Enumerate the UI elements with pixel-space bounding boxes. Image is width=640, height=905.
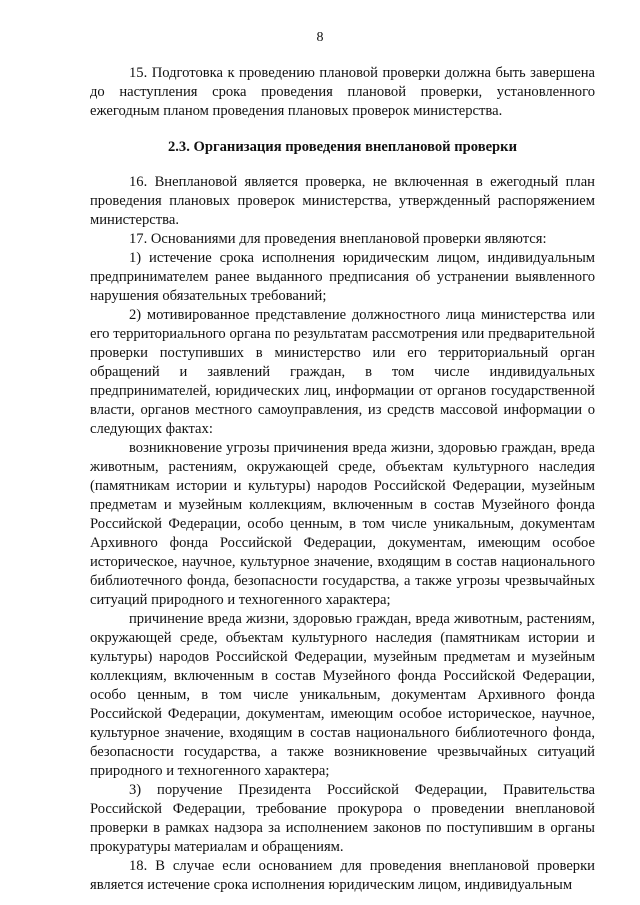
- paragraph-16: 16. Внеплановой является проверка, не включенная в ежегодный план проведения плановых проверок министерства, утвержденный распоряжением министерства.: [90, 174, 595, 228]
- paragraph-17-item-1: 1) истечение срока исполнения юридическим лицом, индивидуальным предпринимателем ранее выданного предписания об устранении выявленного нарушения обязательных требований;: [90, 250, 595, 304]
- paragraph-17-item-3: 3) поручение Президента Российской Федерации, Правительства Российской Федерации, требование прокурора о проведении внеплановой проверки в рамках надзора за исполнением законов по поступившим в органы прокуратуры материалам и обращениям.: [90, 782, 595, 855]
- paragraph-17: 17. Основаниями для проведения внеплановой проверки являются:: [129, 231, 547, 247]
- page-number: 8: [316, 30, 324, 45]
- paragraph-17-item-2-harm: причинение вреда жизни, здоровью граждан, вреда животным, растениям, окружающей среде, объектам культурного наследия (памятникам истории и культуры) народов Российской Федерации, музейным предметам и музейным коллекциям, включенным в состав Музейного фонда Российской Федерации, особо ценным, в том числе уникальным, документам Архивного фонда Российской Федерации, документам, имеющим особое историческое, научное, культурное значение, входящим в состав национального библиотечного фонда, безопасности государства, а также возникновение чрезвычайных ситуаций природного и техногенного характера;: [90, 611, 595, 779]
- section-heading: 2.3. Организация проведения внеплановой проверки: [167, 139, 517, 155]
- paragraph-17-item-2: 2) мотивированное представление должностного лица министерства или его территориального органа по результатам рассмотрения или предварительной проверки поступивших в министерство или его территориальный орган обращений и заявлений граждан, в том числе индивидуальных предпринимателей, юридических лиц, информации от органов государственной власти, органов местного самоуправления, из средств массовой информации о следующих фактах:: [90, 307, 595, 437]
- document-body: [90, 64, 595, 895]
- paragraph-17-item-2-threat: возникновение угрозы причинения вреда жизни, здоровью граждан, вреда животным, растениям, окружающей среде, объектам культурного наследия (памятникам истории и культуры) народов Российской Федерации, музейным предметам и музейным коллекциям, включенным в состав Музейного фонда Российской Федерации, особо ценным, в том числе уникальным, документам Архивного фонда Российской Федерации, документам, имеющим особое историческое, научное, культурное значение, входящим в состав национального библиотечного фонда, безопасности государства, а также угрозы чрезвычайных ситуаций природного и техногенного характера;: [90, 440, 595, 608]
- paragraph-18: 18. В случае если основанием для проведения внеплановой проверки является истечение срока исполнения юридическим лицом, индивидуальным: [90, 858, 595, 893]
- paragraph-15: 15. Подготовка к проведению плановой проверки должна быть завершена до наступления срока проведения плановой проверки, установленного ежегодным планом проведения плановых проверок министерства.: [90, 65, 595, 119]
